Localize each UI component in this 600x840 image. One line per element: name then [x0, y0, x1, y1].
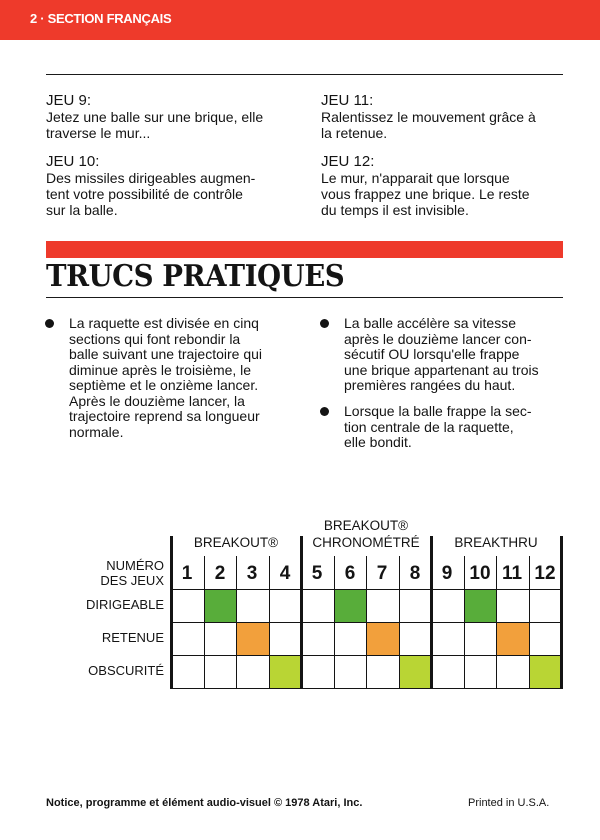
group-header-breakout: BREAKOUT®	[193, 535, 279, 550]
tip-line: balle suivant une trajectoire qui	[69, 346, 263, 362]
game-number: 11	[501, 563, 523, 584]
group-header-line1: BREAKOUT®	[323, 518, 409, 533]
section-title: TRUCS PRATIQUES	[46, 259, 345, 294]
game-number: 8	[409, 563, 421, 584]
tip-line: La raquette est divisée en cinq	[69, 315, 259, 331]
tip-line: tion centrale de la raquette,	[344, 418, 514, 435]
game-text-line: Ralentissez le mouvement grâce à	[321, 109, 536, 125]
row-divider	[171, 655, 562, 656]
row-label-obscurite: OBSCURITÉ	[88, 663, 164, 678]
feature-cell	[270, 656, 302, 688]
game-text-line: du temps il est invisible.	[321, 202, 469, 218]
game-text-line: tent votre possibilité de contrôle	[46, 186, 243, 202]
group-divider	[170, 536, 173, 689]
numbers-label-line: NUMÉRO	[106, 558, 164, 573]
row-divider	[171, 688, 562, 689]
game-number: 6	[344, 563, 356, 584]
row-divider	[171, 622, 562, 623]
game-number: 5	[311, 563, 323, 584]
game-text-line: Le mur, n'apparait que lorsque	[321, 170, 510, 186]
row-label-dirigeable: DIRIGEABLE	[85, 597, 164, 612]
game-text-line: Des missiles dirigeables augmen-	[46, 170, 256, 186]
group-divider	[430, 536, 433, 689]
tip-line: une brique appartenant au trois	[344, 361, 539, 378]
tip-line: elle bondit.	[344, 434, 412, 450]
feature-cell	[205, 590, 237, 622]
feature-cell	[367, 623, 399, 655]
tip-line: après le douzième lancer con-	[344, 330, 532, 347]
tip-line: sécutif OU lorsqu'elle frappe	[344, 346, 520, 362]
game-number: 2	[214, 563, 226, 584]
feature-cell	[400, 656, 432, 688]
section-label: 2 · SECTION FRANÇAIS	[30, 11, 172, 26]
game-title: JEU 9:	[46, 92, 92, 109]
group-divider	[300, 536, 303, 689]
tip-line: normale.	[69, 423, 124, 440]
tip-line: trajectoire reprend sa longueur	[69, 408, 260, 424]
numbers-label	[34, 558, 164, 588]
game-title: JEU 12:	[321, 153, 375, 170]
game-text-line: la retenue.	[321, 125, 388, 141]
game-text-line: vous frappez une brique. Le reste	[321, 186, 530, 202]
tip-line: sections qui font rebondir la	[69, 330, 241, 347]
game-number: 4	[279, 563, 291, 584]
row-label-retenue: RETENUE	[101, 630, 164, 645]
tip-line: septième et le onzième lancer.	[69, 377, 259, 393]
feature-cell	[465, 590, 497, 622]
game-number: 7	[376, 563, 388, 584]
tip-line: Lorsque la balle frappe la sec-	[344, 403, 532, 419]
game-number: 12	[534, 563, 556, 584]
row-divider	[171, 589, 562, 590]
tip-line: diminue après le troisième, le	[69, 361, 252, 378]
game-title: JEU 11:	[321, 92, 374, 109]
tip-line: premières rangées du haut.	[344, 377, 516, 393]
game-number: 9	[441, 563, 453, 584]
feature-cell	[497, 623, 529, 655]
tip-line: Après le douzième lancer, la	[69, 392, 245, 409]
game-number: 1	[181, 563, 193, 584]
game-text-line: traverse le mur...	[46, 125, 151, 141]
group-divider	[560, 536, 563, 689]
game-number: 10	[469, 563, 491, 584]
game-text-line: sur la balle.	[46, 202, 118, 218]
printed-in: Printed in U.S.A.	[468, 797, 550, 809]
numbers-label-line: DES JEUX	[100, 573, 164, 588]
game-text-line: Jetez une balle sur une brique, elle	[46, 109, 264, 125]
group-header-breakthru: BREAKTHRU	[454, 535, 538, 550]
tip-line: La balle accélère sa vitesse	[344, 315, 516, 331]
game-title: JEU 10:	[46, 153, 100, 170]
feature-cell	[335, 590, 367, 622]
copyright-notice: Notice, programme et élément audio-visuel © 1978 Atari, Inc.	[46, 797, 363, 809]
feature-cell	[237, 623, 269, 655]
feature-cell	[530, 656, 562, 688]
game-number: 3	[246, 563, 258, 584]
group-header-chronometre: CHRONOMÉTRÉ	[312, 535, 420, 550]
